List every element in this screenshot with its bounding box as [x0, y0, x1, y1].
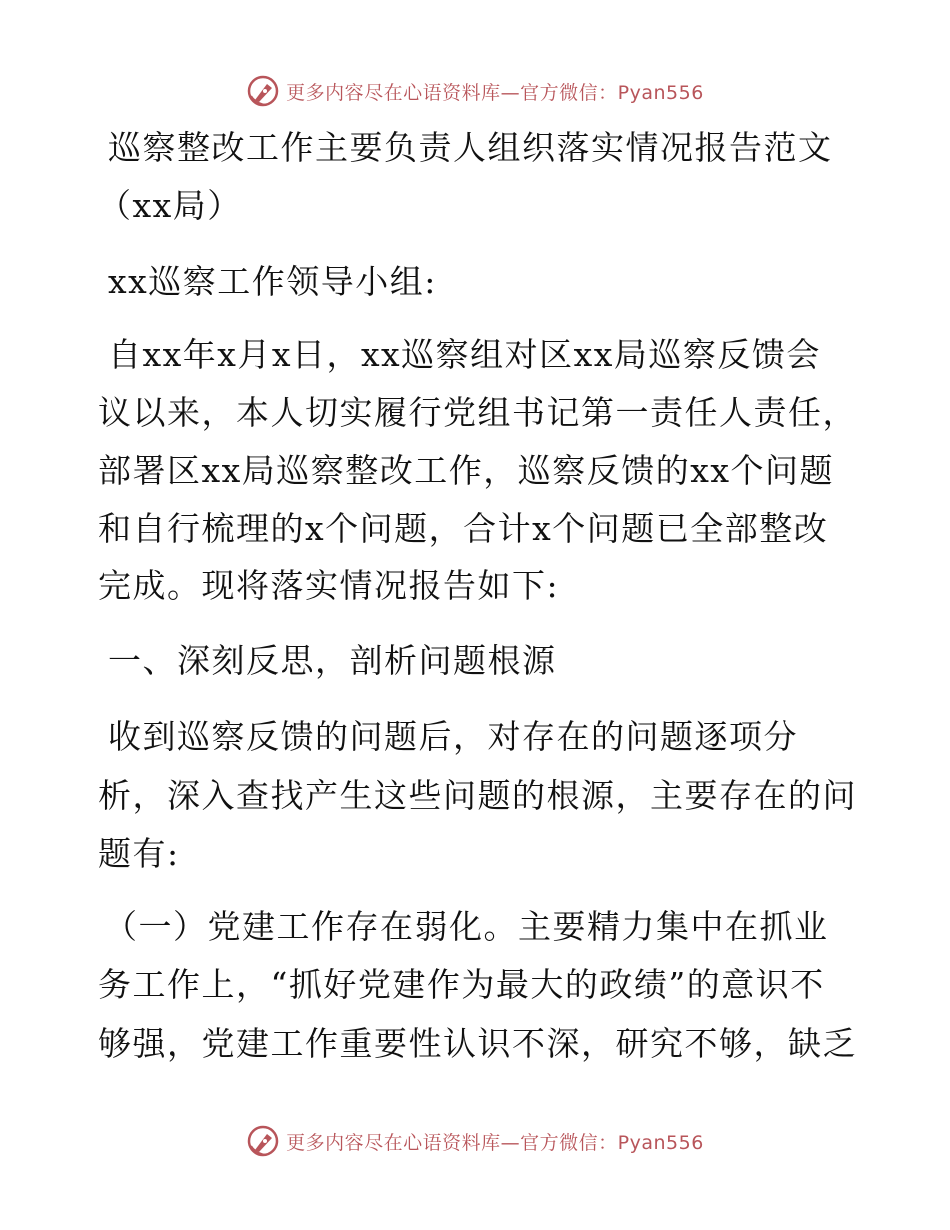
paragraph-line: 完成。现将落实情况报告如下: [98, 566, 560, 605]
watermark-text: 更多内容尽在心语资料库—官方微信：Pyan556 [286, 81, 704, 104]
paragraph-line: 析，深入查找产生这些问题的根源，主要存在的问 [98, 776, 857, 815]
paragraph-line: 自xx年x月x日，xx巡察组对区xx局巡察反馈会 [108, 335, 821, 374]
watermark-text: 更多内容尽在心语资料库—官方微信：Pyan556 [286, 1131, 704, 1154]
paragraph-line: （一）党建工作存在弱化。主要精力集中在抓业 [104, 907, 829, 946]
salutation: xx巡察工作领导小组: [108, 262, 437, 301]
paragraph-line: 议以来，本人切实履行党组书记第一责任人责任， [98, 393, 857, 432]
paragraph-line: 够强，党建工作重要性认识不深，研究不够，缺乏 [98, 1024, 857, 1063]
paragraph-line: 务工作上，“抓好党建作为最大的政绩”的意识不 [98, 965, 825, 1004]
section-heading: 一、深刻反思，剖析问题根源 [108, 641, 557, 680]
document-title-line-1: 巡察整改工作主要负责人组织落实情况报告范文 [108, 128, 833, 167]
paragraph-line: 和自行梳理的x个问题，合计x个问题已全部整改 [98, 509, 829, 548]
paragraph-line: 题有: [98, 834, 180, 873]
paragraph-line: 部署区xx局巡察整改工作，巡察反馈的xx个问题 [98, 451, 834, 490]
paragraph-line: 收到巡察反馈的问题后，对存在的问题逐项分 [108, 717, 798, 756]
pen-nib-logo-icon [246, 1124, 280, 1158]
document-title-line-2: （xx局） [98, 186, 242, 225]
footer-watermark [0, 1121, 950, 1161]
